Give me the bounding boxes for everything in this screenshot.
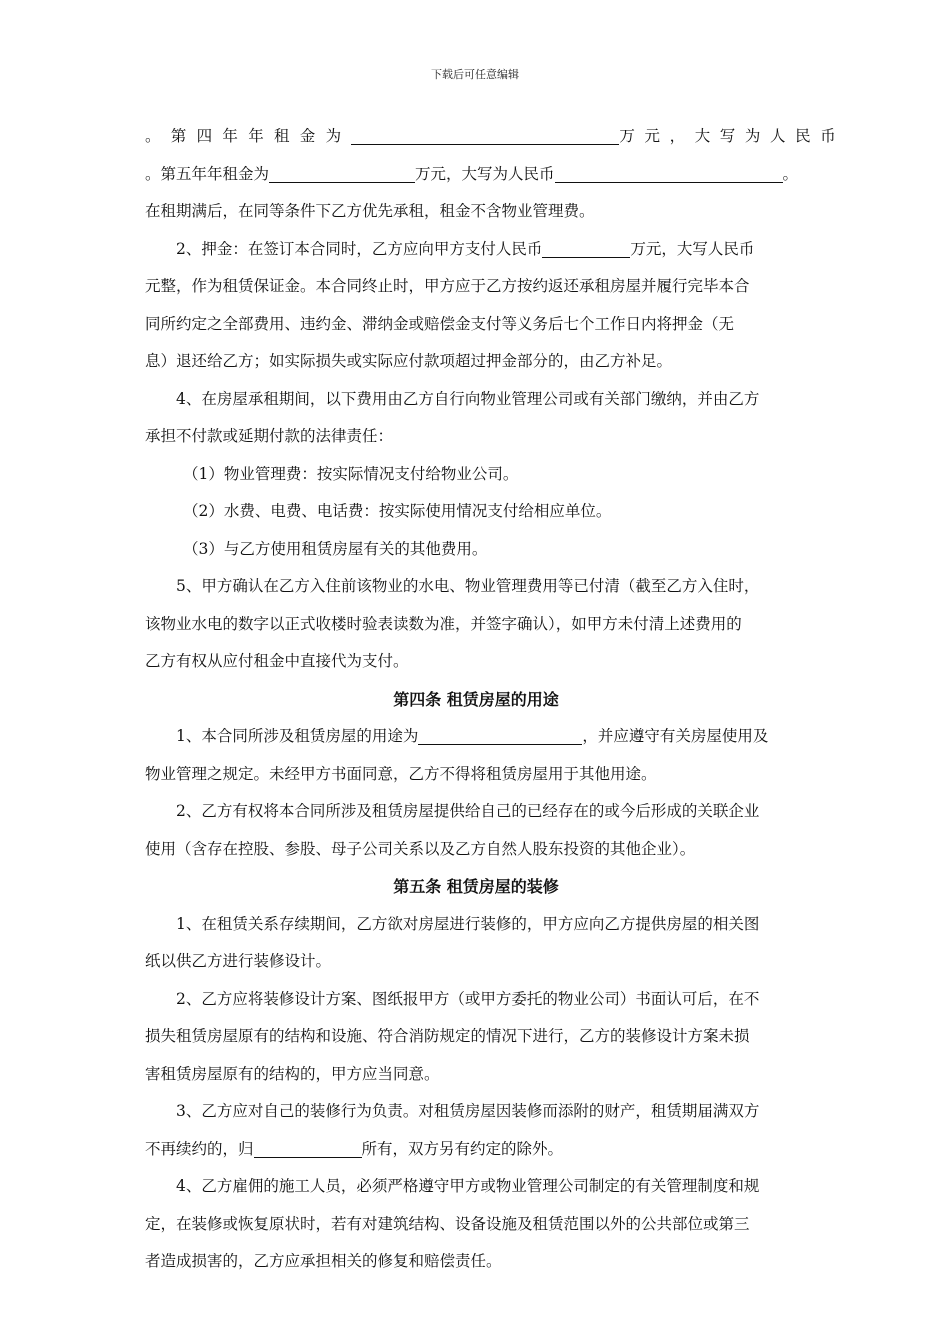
confirm-line-1: 5、甲方确认在乙方入住前该物业的水电、物业管理费用等已付清（截至乙方入住时， bbox=[176, 577, 760, 595]
deposit-line-3: 同所约定之全部费用、违约金、滞纳金或赔偿金支付等义务后七个工作日内将押金（无 bbox=[145, 314, 735, 333]
rent-year4-mid: 万元，大写为人民币 bbox=[619, 127, 846, 145]
rent-year4-amount-blank[interactable] bbox=[351, 124, 619, 145]
article5-owner-rest: 所有，双方另有约定的除外。 bbox=[361, 1139, 564, 1158]
fees-item-1: （1）物业管理费：按实际情况支付给物业公司。 bbox=[183, 464, 519, 483]
confirm-line-2: 该物业水电的数字以正式收楼时验表读数为准，并签字确认），如甲方未付清上述费用的 bbox=[145, 614, 742, 633]
confirm-line-3: 乙方有权从应付租金中直接代为支付。 bbox=[145, 652, 409, 670]
rent-year4-line bbox=[145, 118, 846, 156]
article4-title: 第四条 租赁房屋的用途 bbox=[393, 689, 559, 709]
rent-year5-label: 。第五年年租金为 bbox=[145, 164, 270, 183]
article4-p2-line-1: 2、乙方有权将本合同所涉及租赁房屋提供给自己的已经存在的或今后形成的关联企业 bbox=[176, 802, 760, 820]
article4-p2-line-2: 使用（含存在控股、参股、母子公司关系以及乙方自然人股东投资的其他企业）。 bbox=[145, 839, 696, 858]
rent-year5-amount-blank[interactable] bbox=[269, 162, 415, 183]
deposit-line-1 bbox=[145, 231, 807, 269]
deposit-amount-blank[interactable] bbox=[542, 237, 630, 258]
deposit-line-2: 元整，作为租赁保证金。本合同终止时，甲方应于乙方按约返还承租房屋并履行完毕本合 bbox=[145, 277, 750, 295]
page-header-note: 下载后可任意编辑 bbox=[431, 68, 519, 81]
article4-use-label: 1、本合同所涉及租赁房屋的用途为 bbox=[176, 727, 419, 745]
article4-p1-line-1 bbox=[145, 718, 807, 756]
article5-p3-line-1: 3、乙方应对自己的装修行为负责。对租赁房屋因装修而添附的财产，租赁期届满双方 bbox=[176, 1102, 760, 1120]
contract-page bbox=[145, 118, 846, 1281]
article5-title: 第五条 租赁房屋的装修 bbox=[393, 877, 559, 896]
article5-p4-line-2: 定，在装修或恢复原状时，若有对建筑结构、设备设施及租赁范围以外的公共部位或第三 bbox=[145, 1214, 750, 1233]
article5-p2-line-2: 损失租赁房屋原有的结构和设施、符合消防规定的情况下进行，乙方的装修设计方案未损 bbox=[145, 1027, 750, 1045]
rent-year5-words-blank[interactable] bbox=[555, 162, 783, 183]
fees-line-1: 4、在房屋承租期间，以下费用由乙方自行向物业管理公司或有关部门缴纳，并由乙方 bbox=[176, 389, 760, 408]
article5-owner-blank[interactable] bbox=[254, 1137, 362, 1158]
rent-year4-label: 。第四年年租金为 bbox=[145, 127, 352, 145]
fees-line-2: 承担不付款或延期付款的法律责任： bbox=[145, 427, 394, 445]
deposit-words-label: 万元，大写人民币 bbox=[630, 239, 755, 258]
article5-p3-line-2 bbox=[145, 1131, 807, 1169]
article5-p2-line-3: 害租赁房屋原有的结构的，甲方应当同意。 bbox=[145, 1064, 440, 1083]
rent-renewal-text: 在租期满后，在同等条件下乙方优先承租，租金不含物业管理费。 bbox=[145, 202, 595, 220]
article5-p1-line-1: 1、在租赁关系存续期间，乙方欲对房屋进行装修的，甲方应向乙方提供房屋的相关图 bbox=[176, 914, 760, 933]
rent-year5-mid: 万元，大写为人民币 bbox=[415, 164, 555, 183]
fees-item-2: （2）水费、电费、电话费：按实际使用情况支付给相应单位。 bbox=[183, 502, 612, 520]
article4-use-blank[interactable] bbox=[418, 724, 582, 745]
fees-item-3: （3）与乙方使用租赁房屋有关的其他费用。 bbox=[183, 539, 488, 558]
deposit-label: 2、押金：在签订本合同时，乙方应向甲方支付人民币 bbox=[176, 239, 543, 258]
rent-year5-end: 。 bbox=[782, 164, 799, 183]
article5-p4-line-3: 者造成损害的，乙方应承担相关的修复和赔偿责任。 bbox=[145, 1252, 502, 1270]
rent-year5-line bbox=[145, 156, 807, 194]
article5-p2-line-1: 2、乙方应将装修设计方案、图纸报甲方（或甲方委托的物业公司）书面认可后，在不 bbox=[176, 989, 760, 1008]
deposit-line-4: 息）退还给乙方；如实际损失或实际应付款项超过押金部分的，由乙方补足。 bbox=[145, 352, 673, 370]
article4-p1-line-2: 物业管理之规定。未经甲方书面同意，乙方不得将租赁房屋用于其他用途。 bbox=[145, 764, 657, 783]
article4-use-rest: ，并应遵守有关房屋使用及 bbox=[582, 727, 769, 745]
article5-p1-line-2: 纸以供乙方进行装修设计。 bbox=[145, 952, 332, 970]
article5-owner-label: 不再续约的，归 bbox=[145, 1139, 254, 1158]
article5-p4-line-1: 4、乙方雇佣的施工人员，必须严格遵守甲方或物业管理公司制定的有关管理制度和规 bbox=[176, 1177, 760, 1195]
